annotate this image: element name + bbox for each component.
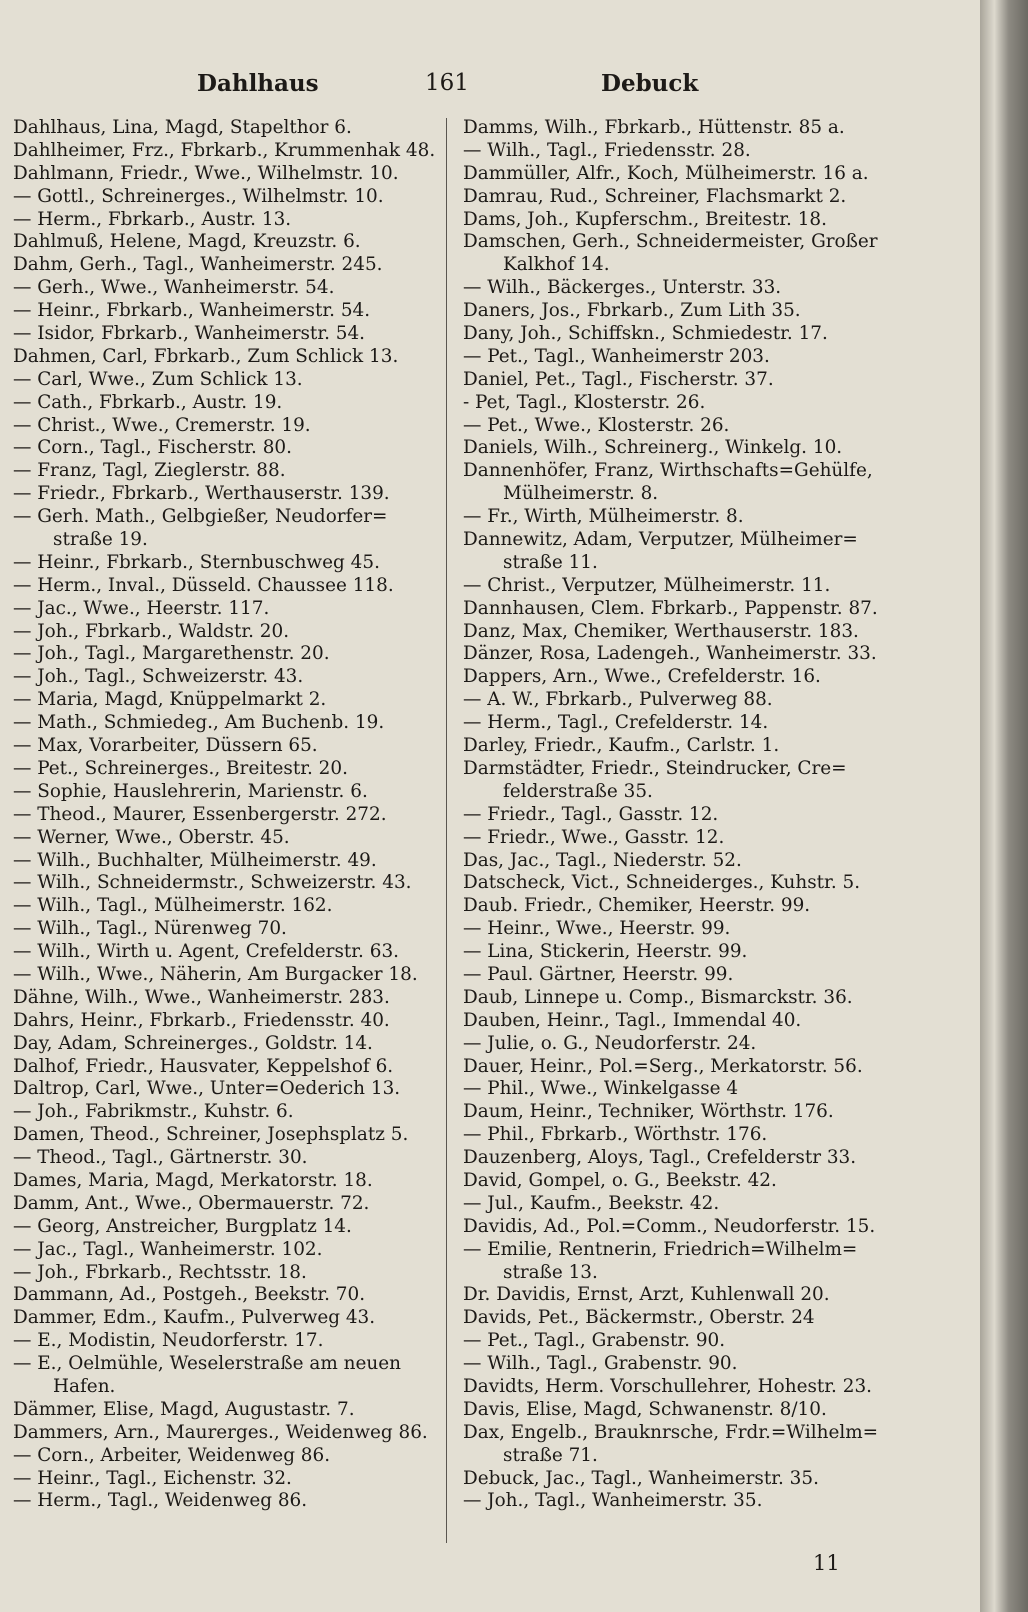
directory-entry: Danz, Max, Chemiker, Werthauserstr. 183.: [463, 620, 859, 642]
header-right-word: Debuck: [601, 70, 699, 97]
directory-entry: — Wilh., Wirth u. Agent, Crefelderstr. 63.: [13, 941, 399, 963]
directory-entry: — Friedr., Tagl., Gasstr. 12.: [463, 803, 719, 825]
directory-entry: — Pet., Schreinerges., Breitestr. 20.: [13, 757, 348, 779]
directory-entry: Davis, Elise, Magd, Schwanenstr. 8/10.: [463, 1398, 827, 1420]
directory-entry: — Joh., Fbrkarb., Waldstr. 20.: [13, 620, 290, 642]
directory-entry: Damms, Wilh., Fbrkarb., Hüttenstr. 85 a.: [463, 117, 845, 138]
signature-mark: 11: [813, 1551, 840, 1575]
directory-entry: — Franz, Tagl, Zieglerstr. 88.: [13, 460, 286, 482]
directory-entry: — Phil., Fbrkarb., Wörthstr. 176.: [463, 1124, 768, 1146]
directory-entry: — Wilh., Tagl., Mülheimerstr. 162.: [13, 895, 333, 917]
directory-entry: Daum, Heinr., Techniker, Wörthstr. 176.: [463, 1101, 834, 1123]
directory-entry: — Maria, Magd, Knüppelmarkt 2.: [13, 689, 327, 711]
directory-entry: Dax, Engelb., Brauknrsche, Frdr.=Wilhelm=: [463, 1421, 879, 1443]
directory-entry: — Jac., Tagl., Wanheimerstr. 102.: [13, 1238, 323, 1260]
entry-continuation: felderstraße 35.: [503, 780, 653, 802]
directory-entry: — Corn., Tagl., Fischerstr. 80.: [13, 437, 292, 459]
directory-entry: — Isidor, Fbrkarb., Wanheimerstr. 54.: [13, 323, 366, 345]
directory-entry: Dannewitz, Adam, Verputzer, Mülheimer=: [463, 529, 858, 551]
directory-entry: Dahlmuß, Helene, Magd, Kreuzstr. 6.: [13, 231, 361, 253]
directory-entry: Damen, Theod., Schreiner, Josephsplatz 5.: [13, 1124, 409, 1146]
directory-entry: — Wilh., Bäckerges., Unterstr. 33.: [463, 277, 782, 299]
directory-entry: Daners, Jos., Fbrkarb., Zum Lith 35.: [463, 300, 801, 322]
directory-entry: Dannhausen, Clem. Fbrkarb., Pappenstr. 87.: [463, 597, 878, 619]
directory-entry: Dahmen, Carl, Fbrkarb., Zum Schlick 13.: [13, 345, 399, 367]
directory-entry: Daltrop, Carl, Wwe., Unter=Oederich 13.: [13, 1078, 401, 1100]
directory-entry: David, Gompel, o. G., Beekstr. 42.: [463, 1169, 777, 1191]
directory-entry: Day, Adam, Schreinerges., Goldstr. 14.: [13, 1032, 373, 1054]
directory-entry: — Theod., Maurer, Essenbergerstr. 272.: [13, 803, 387, 825]
directory-entry: Dauzenberg, Aloys, Tagl., Crefelderstr 33.: [463, 1147, 857, 1169]
directory-entry: — Herm., Tagl., Weidenweg 86.: [13, 1490, 308, 1512]
entry-continuation: Hafen.: [53, 1375, 116, 1397]
directory-entry: Das, Jac., Tagl., Niederstr. 52.: [463, 849, 742, 871]
directory-entry: — A. W., Fbrkarb., Pulverweg 88.: [463, 689, 773, 711]
directory-entry: — Emilie, Rentnerin, Friedrich=Wilhelm=: [463, 1238, 858, 1260]
directory-entry: Dahrs, Heinr., Fbrkarb., Friedensstr. 40.: [13, 1009, 390, 1031]
directory-entry: Dahlmann, Friedr., Wwe., Wilhelmstr. 10.: [13, 162, 399, 184]
directory-entry: - Pet, Tagl., Klosterstr. 26.: [463, 391, 706, 413]
directory-entry: — E., Oelmühle, Weselerstraße am neuen: [13, 1353, 401, 1375]
directory-entry: — Pet., Tagl., Grabenstr. 90.: [463, 1330, 726, 1352]
book-edge: [980, 0, 1028, 1612]
directory-entry: Daniel, Pet., Tagl., Fischerstr. 37.: [463, 368, 774, 390]
directory-entry: Dämmer, Elise, Magd, Augustastr. 7.: [13, 1398, 355, 1420]
directory-entry: — Paul. Gärtner, Heerstr. 99.: [463, 963, 734, 985]
entry-continuation: straße 13.: [503, 1261, 598, 1283]
directory-entry: Dannenhöfer, Franz, Wirthschafts=Gehülfe,: [463, 460, 873, 482]
directory-entry: — Pet., Wwe., Klosterstr. 26.: [463, 414, 730, 436]
directory-entry: Dammers, Arn., Maurerges., Weidenweg 86.: [13, 1421, 428, 1443]
directory-entry: Debuck, Jac., Tagl., Wanheimerstr. 35.: [463, 1467, 819, 1489]
directory-entry: Daub. Friedr., Chemiker, Heerstr. 99.: [463, 895, 811, 917]
directory-entry: Damm, Ant., Wwe., Obermauerstr. 72.: [13, 1192, 370, 1214]
left-column: [13, 117, 435, 1513]
directory-entry: — Herm., Fbrkarb., Austr. 13.: [13, 208, 292, 230]
directory-entry: — Max, Vorarbeiter, Düssern 65.: [13, 735, 318, 757]
directory-entry: — Jul., Kaufm., Beekstr. 42.: [463, 1192, 720, 1214]
directory-entry: Daub, Linnepe u. Comp., Bismarckstr. 36.: [463, 986, 853, 1008]
entry-continuation: Kalkhof 14.: [503, 254, 610, 276]
directory-entry: — Pet., Tagl., Wanheimerstr 203.: [463, 345, 770, 367]
directory-entry: — Wilh., Buchhalter, Mülheimerstr. 49.: [13, 849, 377, 871]
directory-entry: Dauben, Heinr., Tagl., Immendal 40.: [463, 1009, 802, 1031]
directory-entry: — Heinr., Tagl., Eichenstr. 32.: [13, 1467, 292, 1489]
directory-entry: — Jac., Wwe., Heerstr. 117.: [13, 597, 270, 619]
directory-entry: — Julie, o. G., Neudorferstr. 24.: [463, 1032, 757, 1054]
directory-entry: — Werner, Wwe., Oberstr. 45.: [13, 826, 290, 848]
directory-entry: — Wilh., Schneidermstr., Schweizerstr. 43.: [13, 872, 412, 894]
directory-entry: — E., Modistin, Neudorferstr. 17.: [13, 1330, 324, 1352]
directory-entry: — Friedr., Fbrkarb., Werthauserstr. 139.: [13, 483, 390, 505]
directory-entry: — Wilh., Tagl., Nürenweg 70.: [13, 918, 287, 940]
directory-entry: Dr. Davidis, Ernst, Arzt, Kuhlenwall 20.: [463, 1284, 830, 1306]
running-header: [0, 62, 980, 102]
directory-entry: — Joh., Fabrikmstr., Kuhstr. 6.: [13, 1101, 294, 1123]
directory-entry: — Joh., Tagl., Schweizerstr. 43.: [13, 666, 304, 688]
directory-entry: — Georg, Anstreicher, Burgplatz 14.: [13, 1215, 352, 1237]
directory-entry: Darley, Friedr., Kaufm., Carlstr. 1.: [463, 735, 780, 757]
directory-entry: Dahm, Gerh., Tagl., Wanheimerstr. 245.: [13, 254, 383, 276]
directory-entry: Daniels, Wilh., Schreinerg., Winkelg. 10.: [463, 437, 843, 459]
directory-entry: Dähne, Wilh., Wwe., Wanheimerstr. 283.: [13, 986, 390, 1008]
directory-entry: Damschen, Gerh., Schneidermeister, Großer: [463, 231, 878, 253]
directory-entry: Darmstädter, Friedr., Steindrucker, Cre=: [463, 757, 847, 779]
directory-entry: Dappers, Arn., Wwe., Crefelderstr. 16.: [463, 666, 821, 688]
entry-continuation: straße 19.: [53, 529, 148, 551]
directory-entry: — Gerh., Wwe., Wanheimerstr. 54.: [13, 277, 335, 299]
entry-continuation: straße 71.: [503, 1444, 598, 1466]
directory-entry: — Heinr., Fbrkarb., Wanheimerstr. 54.: [13, 300, 371, 322]
directory-entry: Dammer, Edm., Kaufm., Pulverweg 43.: [13, 1307, 376, 1329]
directory-entry: — Theod., Tagl., Gärtnerstr. 30.: [13, 1147, 308, 1169]
directory-entry: Davids, Pet., Bäckermstr., Oberstr. 24: [463, 1307, 815, 1329]
header-left-word: Dahlhaus: [197, 70, 319, 97]
entry-continuation: straße 11.: [503, 551, 598, 573]
directory-entry: — Christ., Wwe., Cremerstr. 19.: [13, 414, 311, 436]
directory-entry: — Herm., Inval., Düsseld. Chaussee 118.: [13, 574, 394, 596]
directory-entry: — Fr., Wirth, Mülheimerstr. 8.: [463, 506, 744, 528]
directory-entry: Dalhof, Friedr., Hausvater, Keppelshof 6.: [13, 1055, 394, 1077]
right-column: [463, 117, 881, 1513]
directory-entry: — Heinr., Fbrkarb., Sternbuschweg 45.: [13, 551, 380, 573]
directory-entry: — Joh., Tagl., Margarethenstr. 20.: [13, 643, 330, 665]
directory-entry: — Gottl., Schreinerges., Wilhelmstr. 10.: [13, 185, 384, 207]
directory-entry: Davidis, Ad., Pol.=Comm., Neudorferstr. 15.: [463, 1215, 876, 1237]
directory-entry: Dahlheimer, Frz., Fbrkarb., Krummenhak 48.: [13, 139, 435, 161]
directory-entry: Damrau, Rud., Schreiner, Flachsmarkt 2.: [463, 185, 847, 207]
directory-entry: Dauer, Heinr., Pol.=Serg., Merkatorstr. 56.: [463, 1055, 863, 1077]
directory-entry: — Gerh. Math., Gelbgießer, Neudorfer=: [13, 506, 388, 528]
directory-entry: Dams, Joh., Kupferschm., Breitestr. 18.: [463, 208, 827, 230]
directory-entry: — Corn., Arbeiter, Weidenweg 86.: [13, 1444, 331, 1466]
directory-entry: — Wilh., Tagl., Grabenstr. 90.: [463, 1353, 738, 1375]
directory-entry: — Wilh., Wwe., Näherin, Am Burgacker 18.: [13, 963, 418, 985]
directory-entry: — Herm., Tagl., Crefelderstr. 14.: [463, 712, 769, 734]
directory-entry: — Friedr., Wwe., Gasstr. 12.: [463, 826, 725, 848]
directory-entry: — Carl, Wwe., Zum Schlick 13.: [13, 368, 303, 390]
directory-entry: Dany, Joh., Schiffskn., Schmiedestr. 17.: [463, 323, 828, 345]
directory-entry: Dammann, Ad., Postgeh., Beekstr. 70.: [13, 1284, 366, 1306]
directory-entry: — Christ., Verputzer, Mülheimerstr. 11.: [463, 574, 831, 596]
directory-entry: — Joh., Tagl., Wanheimerstr. 35.: [463, 1490, 763, 1512]
directory-entry: Dammüller, Alfr., Koch, Mülheimerstr. 16 a.: [463, 162, 869, 184]
directory-entry: — Heinr., Wwe., Heerstr. 99.: [463, 918, 731, 940]
directory-entry: — Joh., Fbrkarb., Rechtsstr. 18.: [13, 1261, 307, 1283]
directory-entry: — Phil., Wwe., Winkelgasse 4: [463, 1078, 739, 1100]
directory-entry: Dames, Maria, Magd, Merkatorstr. 18.: [13, 1169, 373, 1191]
directory-entry: Davidts, Herm. Vorschullehrer, Hohestr. 23.: [463, 1375, 873, 1397]
directory-entry: — Cath., Fbrkarb., Austr. 19.: [13, 391, 283, 413]
directory-entry: — Wilh., Tagl., Friedensstr. 28.: [463, 139, 751, 161]
directory-entry: Datscheck, Vict., Schneiderges., Kuhstr. 5.: [463, 872, 861, 894]
column-divider: [446, 118, 447, 1543]
directory-entry: — Sophie, Hauslehrerin, Marienstr. 6.: [13, 780, 368, 802]
directory-entry: Dänzer, Rosa, Ladengeh., Wanheimerstr. 33.: [463, 643, 877, 665]
entry-continuation: Mülheimerstr. 8.: [503, 483, 659, 505]
page-number: 161: [425, 70, 469, 96]
directory-entry: Dahlhaus, Lina, Magd, Stapelthor 6.: [13, 117, 352, 138]
directory-entry: — Math., Schmiedeg., Am Buchenb. 19.: [13, 712, 385, 734]
directory-entry: — Lina, Stickerin, Heerstr. 99.: [463, 941, 748, 963]
